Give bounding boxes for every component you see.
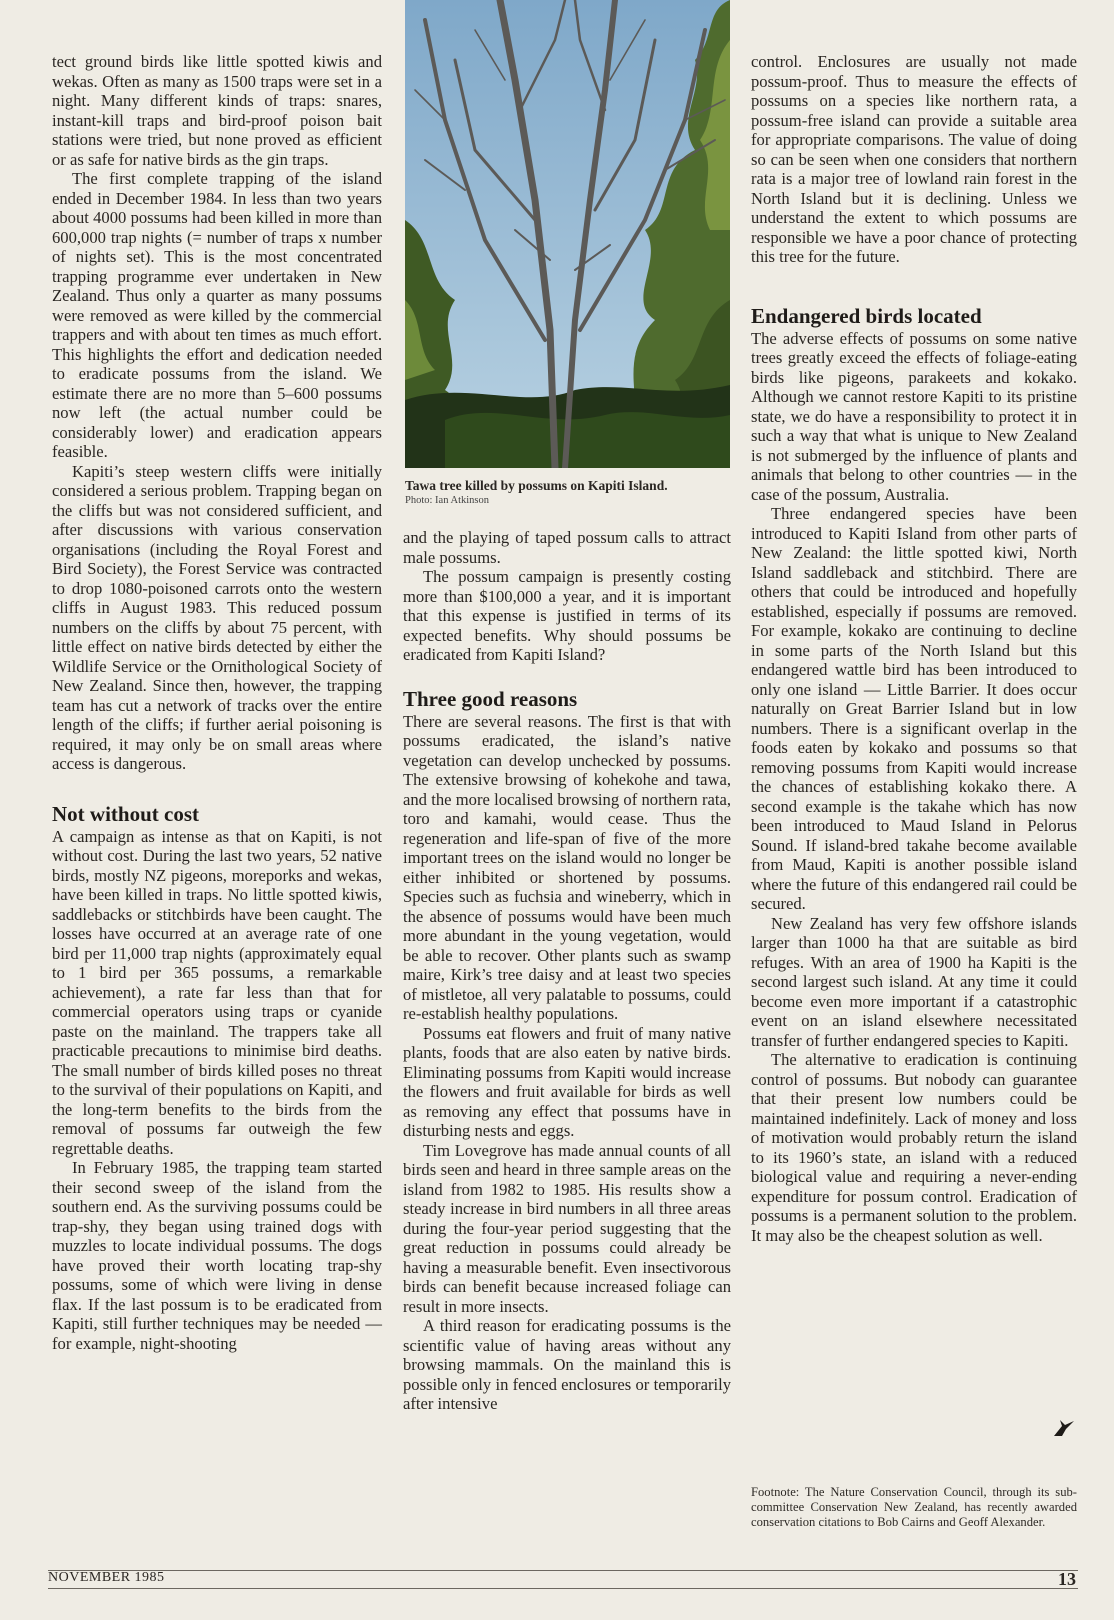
paragraph: A campaign as intense as that on Kapiti, is not without cost. During the last two years, 52 native birds, mostly NZ pigeons, moreporks and wekas, have been killed in traps. No little spotted kiwis, saddlebacks or stitchbirds have been caught. The losses have occurred at an average rate of one bird per 11,000 trap nights (approximately equal to 1 bird per 365 possums, a remarkable achievement), a rate far less than that for commercial operators using traps or cyanide paste on the mainland. The trappers take all practicable precautions to minimise bird deaths. The small number of birds killed poses no threat to the survival of their populations on Kapiti, and the long-term benefits to the birds from the removal of possums far outweigh the few regrettable deaths. [52,826,382,1158]
footnote: Footnote: The Nature Conservation Council, through its sub-committee Conservation New Zealand, has recently awarded conservation citations to Bob Cairns and Geoff Alexander. [751,1485,1077,1529]
section-heading-endangered-birds-located: Endangered birds located [751,303,982,328]
paragraph: The adverse effects of possums on some native trees greatly exceed the effects of foliage-eating birds like pigeons, parakeets and kokako. Although we cannot restore Kapiti to its pristine state, we do have a responsibility to protect it in such a way that what is unique to New Zealand is not submerged by the influence of plants and animals that belong to other countries — in the case of the possum, Australia. [751,328,1077,504]
paragraph: Possums eat flowers and fruit of many native plants, foods that are also eaten by native birds. Eliminating possums from Kapiti would increase the flowers and fruit available for birds as well as removing any effect that possums have in disturbing nests and eggs. [403,1023,731,1140]
issue-date: NOVEMBER 1985 [48,1570,165,1585]
paragraph: control. Enclosures are usually not made possum-proof. Thus to measure the effects of possums on a species like northern rata, a possum-free island can provide a suitable area for appropriate comparisons. The value of doing so can be seen when one considers that northern rata is a major tree of lowland rain forest in the North Island but it is declining. Unless we understand the extent to which possums are responsible we have a poor chance of protecting this tree for the future. [751,52,1077,266]
photo-caption [405,477,735,507]
section-heading-not-without-cost: Not without cost [52,801,199,826]
paragraph: A third reason for eradicating possums is the scientific value of having areas without any browsing mammals. On the mainland this is possible only in fenced enclosures or temporarily after intensive [403,1316,731,1413]
page-number: 13 [1058,1569,1076,1589]
paragraph: There are several reasons. The first is that with possums eradicated, the island’s native vegetation can develop unchecked by possums. The extensive browsing of kohekohe and tawa, and the more localised browsing of northern rata, toro and kamahi, would cease. Thus the regeneration and life-span of five of the more important trees on the island would no longer be either inhibited or shortened by possums. Species such as fuchsia and wineberry, which in the absence of possums would have been much more abundant in the young vegetation, would be able to recover. Other plants such as swamp maire, Kirk’s tree daisy and at least two species of mistletoe, all very palatable to possums, could re-establish healthy populations. [403,711,731,1023]
paragraph: Kapiti’s steep western cliffs were initially considered a serious problem. Trapping began on the cliffs but was not considered sufficient, and after discussions with various conservation organisations (including the Royal Forest and Bird Society), the Forest Service was contracted to drop 1080-poisoned carrots onto the western cliffs in August 1983. This reduced possum numbers on the cliffs by about 75 percent, with little effect on native birds detected by either the Wildlife Service or the Ornithological Society of New Zealand. Since then, however, the trapping team has cut a network of tracks over the entire length of the cliffs; if further aerial poisoning is required, it may only be on small areas where access is dangerous. [52,461,382,773]
column-3 [751,52,1077,1245]
paragraph: Tim Lovegrove has made annual counts of all birds seen and heard in three sample areas on the island from 1982 to 1985. His results show a steady increase in bird numbers in all three areas during the four-year period suggesting that the great reduction in possums could already be having a measurable benefit. Even insectivorous birds can benefit because increased foliage can result in more insects. [403,1140,731,1316]
paragraph: and the playing of taped possum calls to attract male possums. [403,528,731,567]
paragraph: tect ground birds like little spotted kiwis and wekas. Often as many as 1500 traps were set in a night. Many different kinds of traps: snares, instant-kill traps and bird-proof poison bait stations were tried, but none proved as efficient or as safe for native birds as the gin traps. [52,52,382,169]
photo-credit: Photo: Ian Atkinson [405,495,490,506]
paragraph: New Zealand has very few offshore islands larger than 1000 ha that are suitable as bird refuges. With an area of 1900 ha Kapiti is the second largest such island. At any time it could become even more important if a catastrophic event on an island elsewhere necessitated transfer of further endangered species to Kapiti. [751,913,1077,1050]
paragraph: Three endangered species have been introduced to Kapiti Island from other parts of New Zealand: the little spotted kiwi, North Island saddleback and stitchbird. There are others that could be introduced and hopefully established, especially if possums are removed. For example, kokako are continuing to decline in some parts of the North Island but this endangered wattle bird has been introduced to only one island — Little Barrier. It does occur naturally on Great Barrier Island but in low numbers. There is a significant overlap in the foods eaten by kokako and possums so that removing possums from Kapiti would increase the chances of establishing kokako there. A second example is the takahe which has now been introduced to Maud Island in Pelorus Sound. If island-bred takahe become available from Maud, Kapiti is another possible island where the future of this endangered rail could be secured. [751,504,1077,913]
footer-rule [48,1570,1078,1571]
column-1 [52,52,382,1353]
section-heading-three-good-reasons: Three good reasons [403,686,578,711]
paragraph: The alternative to eradication is continuing control of possums. But nobody can guarantee that their present low numbers could be maintained indefinitely. Lack of money and loss of motivation would probably return the island to its 1960’s state, an island with a reduced biological value and requiring a never-ending expenditure for possum control. Eradication of possums is a permanent solution to the problem. It may also be the cheapest solution as well. [751,1050,1077,1245]
caption-text: Tawa tree killed by possums on Kapiti Island. [405,478,668,493]
column-2 [403,528,731,1414]
bird-end-mark-icon [1052,1418,1076,1442]
paragraph: In February 1985, the trapping team started their second sweep of the island from the southern end. As the surviving possums could be trap-shy, they began using trained dogs with muzzles to locate individual possums. The dogs have proved their worth locating trap-shy possums, some of which were living in dense flax. If the last possum is to be eradicated from Kapiti, still further techniques may be needed — for example, night-shooting [52,1158,382,1353]
paragraph: The first complete trapping of the island ended in December 1984. In less than two years about 4000 possums had been killed in more than 600,000 trap nights (= number of traps x number of nights set). This is the most concentrated trapping programme ever undertaken in New Zealand. Thus only a quarter as many possums were removed as were killed by the commercial trappers and with about ten times as much effort. This highlights the effort and dedication needed to eradicate possums from the island. We estimate there are no more than 5–600 possums now left (the actual number could be considerably lower) and eradication appears feasible. [52,169,382,461]
footer-rule-bottom [48,1588,1078,1589]
paragraph: The possum campaign is presently costing more than $100,000 a year, and it is important that this expense is justified in terms of its expected benefits. Why should possums be eradicated from Kapiti Island? [403,567,731,664]
tawa-tree-photo [405,0,730,468]
